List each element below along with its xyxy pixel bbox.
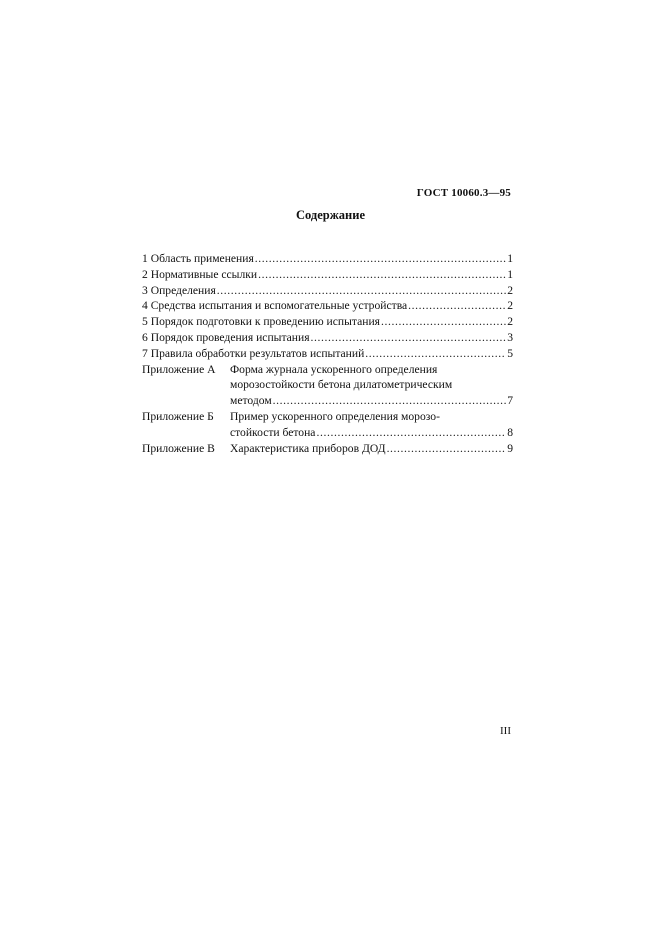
toc-entry-page: 9 xyxy=(507,441,513,455)
toc-entry-page: 3 xyxy=(507,330,513,344)
toc-entry-page: 2 xyxy=(507,299,513,313)
toc-entry-page: 2 xyxy=(507,283,513,297)
appendix-last-line xyxy=(230,441,513,457)
table-of-contents xyxy=(142,251,513,456)
toc-entry-label: 5 Порядок подготовки к проведению испытания xyxy=(142,315,380,329)
page-number: III xyxy=(500,725,511,737)
appendix-label: Приложение В xyxy=(142,441,215,455)
dot-leader xyxy=(387,441,507,457)
toc-entry-label: 3 Определения xyxy=(142,283,216,297)
dot-leader xyxy=(381,314,506,330)
toc-entry-label: 7 Правила обработки результатов испытаний xyxy=(142,346,365,360)
appendix-title xyxy=(230,441,513,457)
toc-entry-label: 2 Нормативные ссылки xyxy=(142,267,258,281)
appendix-last-line xyxy=(230,425,513,441)
appendix-title xyxy=(230,362,513,409)
toc-entry-page: 2 xyxy=(507,315,513,329)
dot-leader xyxy=(311,330,507,346)
appendix-title-line: методом xyxy=(230,394,272,408)
toc-entry-preparation[interactable] xyxy=(142,314,513,330)
toc-entry-references[interactable] xyxy=(142,267,513,283)
toc-entry-page: 1 xyxy=(507,267,513,281)
appendix-title-line: морозостойкости бетона дилатометрическим xyxy=(230,378,453,392)
toc-title: Содержание xyxy=(295,208,365,222)
dot-leader xyxy=(273,393,507,409)
toc-entry-page: 8 xyxy=(507,425,513,439)
toc-entry-page: 1 xyxy=(507,252,513,265)
document-code: ГОСТ 10060.3—95 xyxy=(416,187,511,199)
dot-leader xyxy=(365,346,506,362)
toc-appendix-v[interactable] xyxy=(142,441,513,457)
toc-entry-label: 6 Порядок проведения испытания xyxy=(142,330,310,344)
toc-entry-label: 1 Область применения xyxy=(142,252,254,265)
dot-leader xyxy=(217,283,506,299)
toc-entry-page: 7 xyxy=(507,394,513,408)
toc-entry-procedure[interactable] xyxy=(142,330,513,346)
appendix-last-line xyxy=(230,393,513,409)
toc-entry-label: 4 Средства испытания и вспомогательные устройства xyxy=(142,299,408,313)
appendix-label: Приложение Б xyxy=(142,409,214,423)
appendix-title-line: Форма журнала ускоренного определения xyxy=(230,362,438,376)
toc-entry-page: 5 xyxy=(507,346,513,360)
toc-entry-definitions[interactable] xyxy=(142,283,513,299)
dot-leader xyxy=(316,425,506,441)
toc-appendix-b[interactable] xyxy=(142,409,513,441)
appendix-title-line: Характеристика приборов ДОД xyxy=(230,441,386,455)
dot-leader xyxy=(258,267,506,283)
appendix-title xyxy=(230,409,513,441)
toc-entry-results[interactable] xyxy=(142,346,513,362)
appendix-title-line: Пример ускоренного определения морозо- xyxy=(230,409,440,423)
toc-entry-equipment[interactable] xyxy=(142,298,513,314)
toc-appendix-a[interactable] xyxy=(142,362,513,409)
dot-leader xyxy=(408,298,506,314)
appendix-title-line: стойкости бетона xyxy=(230,425,316,439)
dot-leader xyxy=(255,251,506,267)
toc-entry-scope[interactable] xyxy=(142,251,513,267)
appendix-label: Приложение А xyxy=(142,362,216,376)
